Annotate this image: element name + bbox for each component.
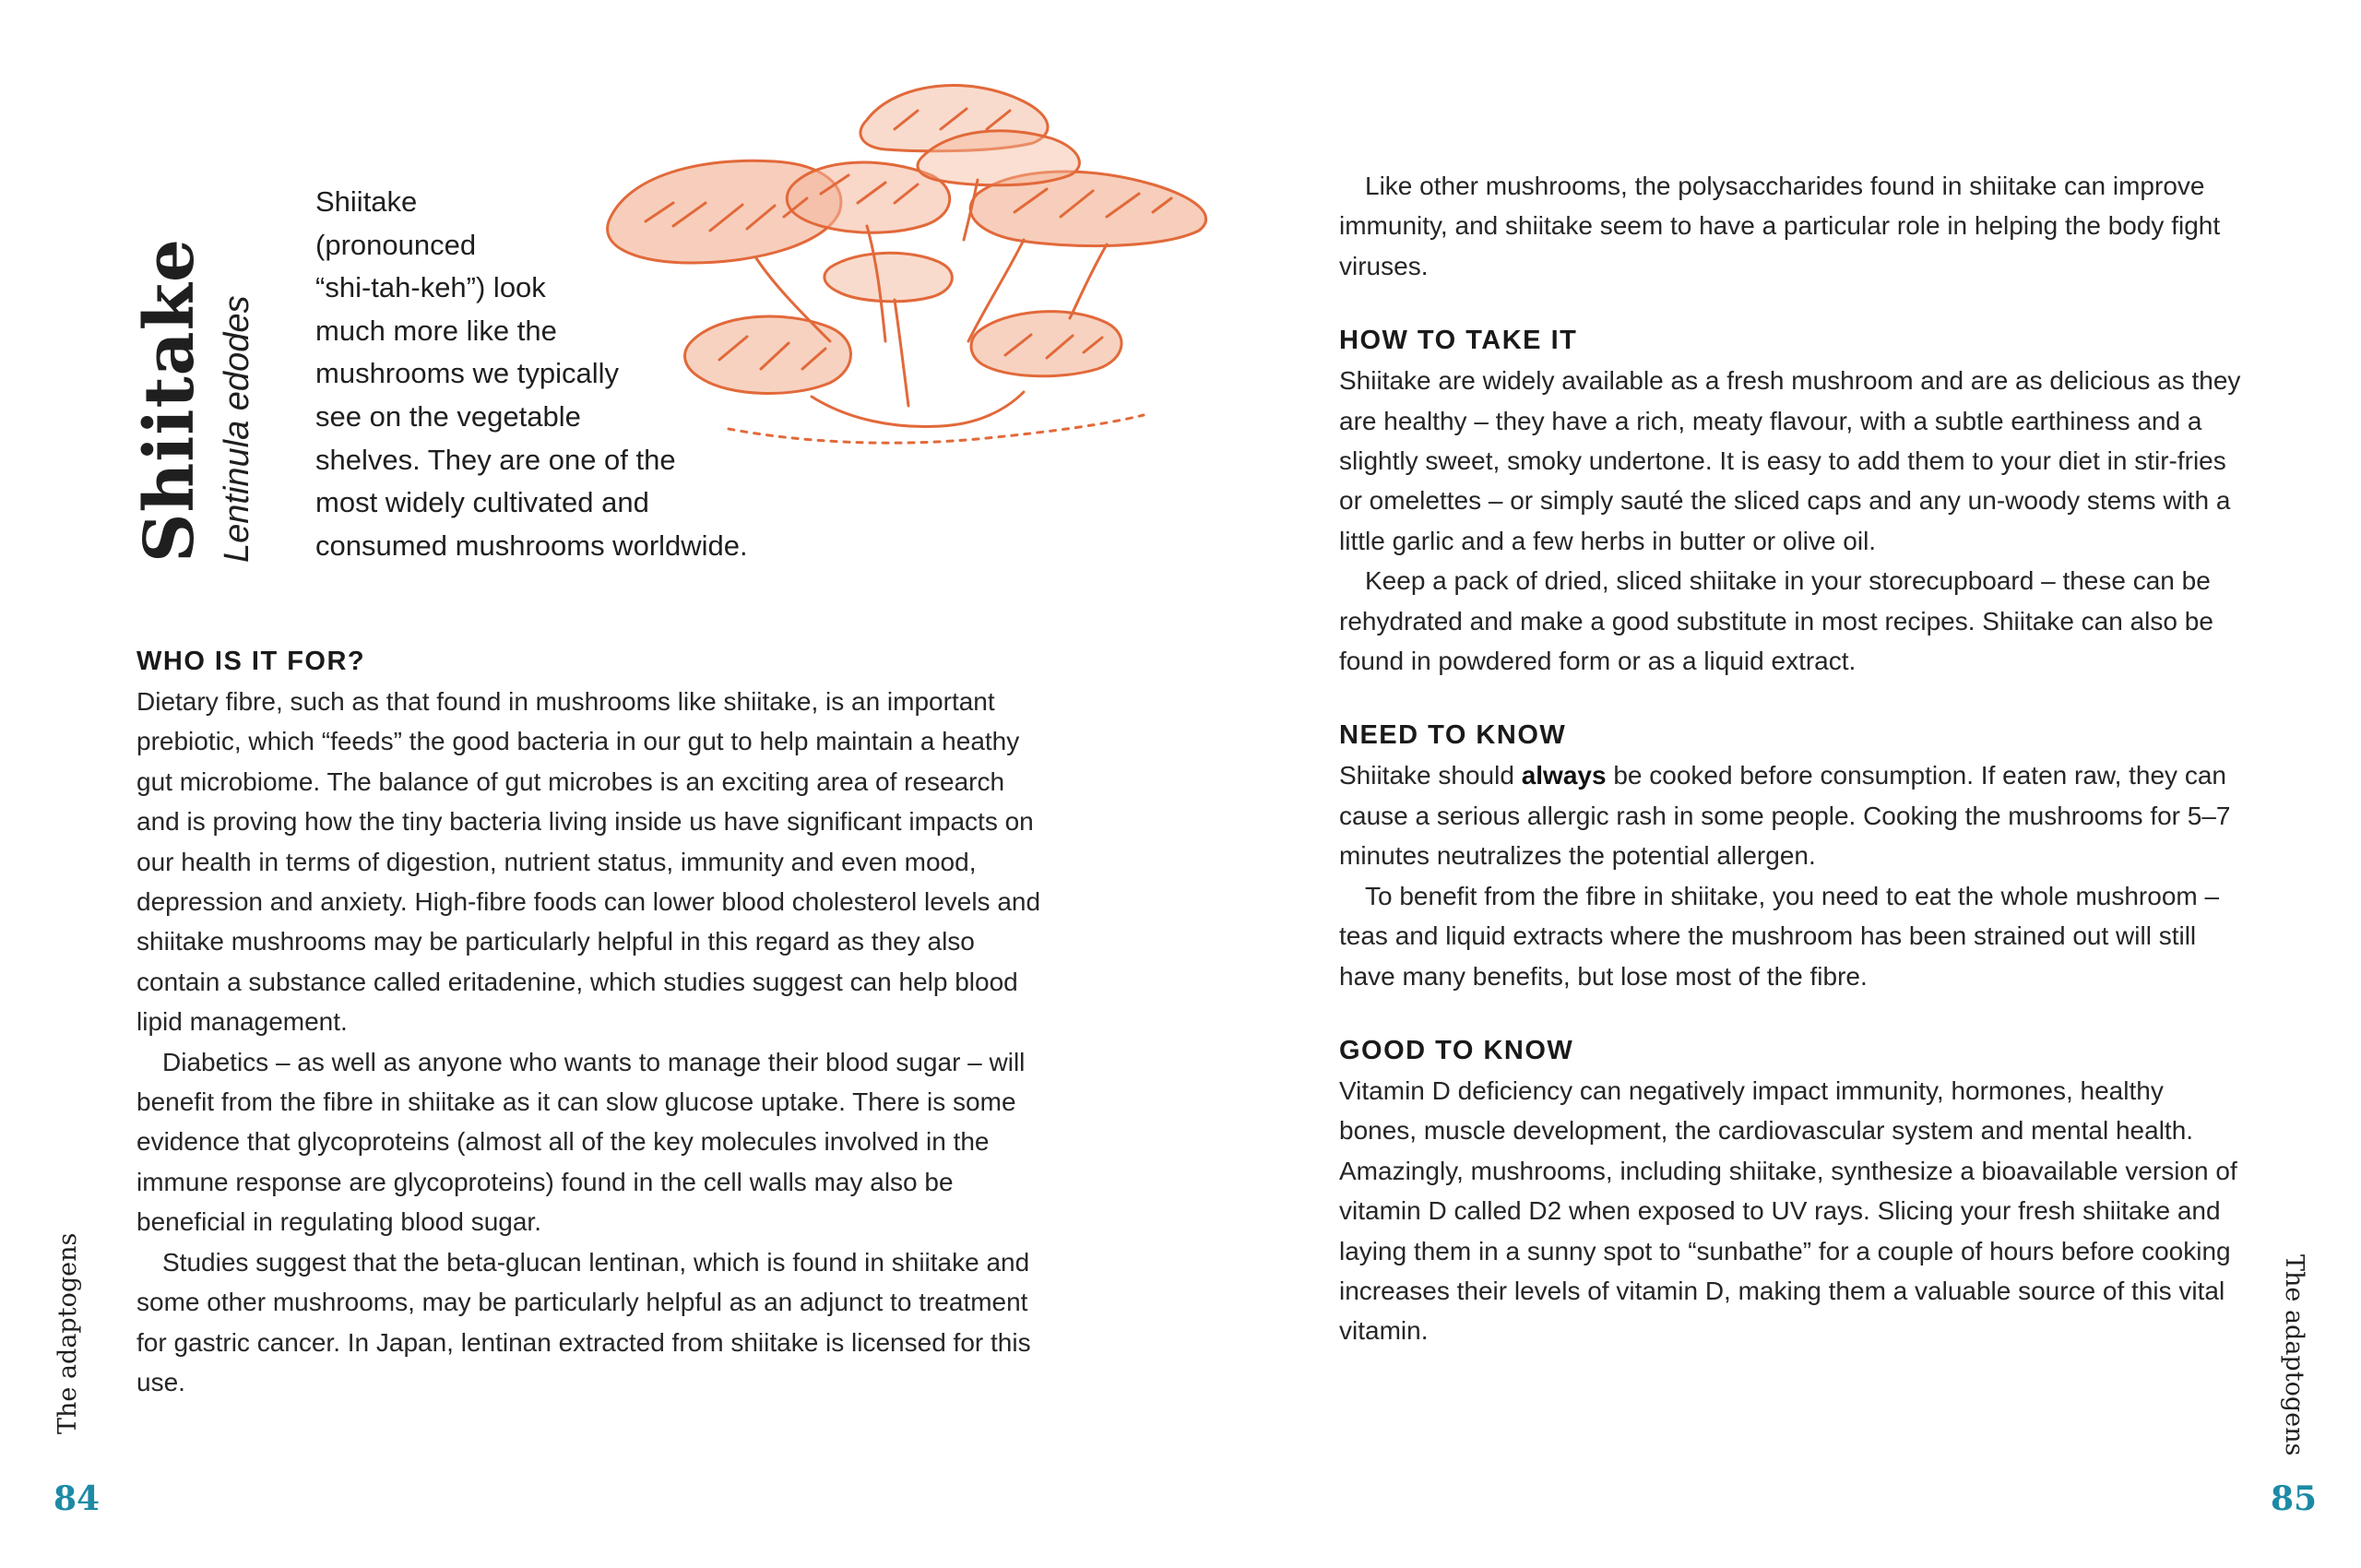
section-heading-who: WHO IS IT FOR? [136,647,366,676]
left-page [0,0,1180,1568]
intro-line: shelves. They are one of the [315,443,676,476]
text-span: be cooked before consumption. If eaten raw, they can cause a serious allergic rash in some people. Cooking the mushrooms for 5–7 minutes neutralizes the potential allergen. [1339,761,2231,871]
paragraph: Dietary fibre, such as that found in mushrooms like shiitake, is an important prebiotic, which “feeds” the good bacteria in our gut to help maintain a heathy gut microbiome. The balance of gut microbes is an exciting area of research and is proving how the tiny bacteria living inside us have significant impacts on our health in terms of digestion, nutrient status, immunity and even mood, depression and anxiety. High-fibre foods can lower blood cholesterol levels and shiitake mushrooms may be particularly helpful in this regard as they also contain a substance called eritadenine, which studies suggest can help blood lipid management. [136,687,1041,1037]
section-heading-need: NEED TO KNOW [1339,720,1567,751]
title-block [129,238,277,563]
emphasis: always [1521,761,1607,790]
paragraph: To benefit from the fibre in shiitake, you need to eat the whole mushroom – teas and liquid extracts where the mushroom has been strained out will still have many benefits, but lose most of the fibre. [1339,881,2220,991]
right-column [1339,166,2243,1351]
intro-line: most widely cultivated and [315,486,649,519]
running-head-left: The adaptogens [53,1232,82,1434]
intro-line: (pronounced [315,228,477,261]
page-number-left: 84 [53,1479,101,1518]
paragraph: Like other mushrooms, the polysaccharides found in shiitake can improve immunity, and shiitake seem to have a particular role in helping the body fight viruses. [1339,172,2221,280]
paragraph: Shiitake are widely available as a fresh mushroom and are as delicious as they are healthy – they have a rich, meaty flavour, with a subtle earthiness and a slightly sweet, smoky undertone. It is easy to add them to your diet in stir-fries or omelettes – or simply sauté the sliced caps and any un-woody stems with a little garlic and a few herbs in butter or olive oil. [1339,366,2241,555]
running-head-right: The adaptogens [2280,1254,2308,1456]
page-title: Shiitake [130,238,209,563]
section-heading-good: GOOD TO KNOW [1339,1035,1574,1065]
left-column [136,642,1050,1402]
paragraph: Vitamin D deficiency can negatively impact immunity, hormones, healthy bones, muscle development, the cardiovascular system and mental health. Amazingly, mushrooms, including shiitake, synthesize a bioavailable version of vitamin D called D2 when exposed to UV rays. Slicing your fresh shiitake and laying them in a sunny spot to “sunbathe” for a couple of hours before cooking increases their levels of vitamin D, making them a valuable source of this vital vitamin. [1339,1075,2237,1346]
intro-line: see on the vegetable [315,399,581,433]
intro-line: mushrooms we typically [315,357,620,390]
paragraph [1339,755,2243,875]
mushroom-illustration-icon [590,65,1236,470]
paragraph: Studies suggest that the beta-glucan lentinan, which is found in shiitake and some other mushrooms, may be particularly helpful as an adjunct to treatment for gastric cancer. In Japan, lentinan extracted from shiitake is licensed for this use. [136,1247,1031,1396]
intro-line: consumed mushrooms worldwide. [315,529,748,562]
paragraph: Keep a pack of dried, sliced shiitake in your storecupboard – these can be rehydrated and make a good substitute in most recipes. Shiitake can also be found in powdered form or as a liquid extract. [1339,566,2213,676]
text-span: Shiitake should [1339,761,1522,790]
intro-line: “shi-tah-keh”) look [315,271,546,304]
page-number-right: 85 [2271,1479,2318,1518]
paragraph: Diabetics – as well as anyone who wants to manage their blood sugar – will benefit from the fibre in shiitake as it can slow glucose uptake. There is some evidence that glycoproteins (almost all of the key molecules involved in the immune response are glycoproteins) found in the cell walls may also be beneficial in regulating blood sugar. [136,1047,1026,1237]
intro-line: Shiitake [315,185,418,218]
latin-name: Lentinula edodes [218,295,256,563]
intro-line: much more like the [315,314,557,347]
section-heading-how: HOW TO TAKE IT [1339,326,1578,356]
